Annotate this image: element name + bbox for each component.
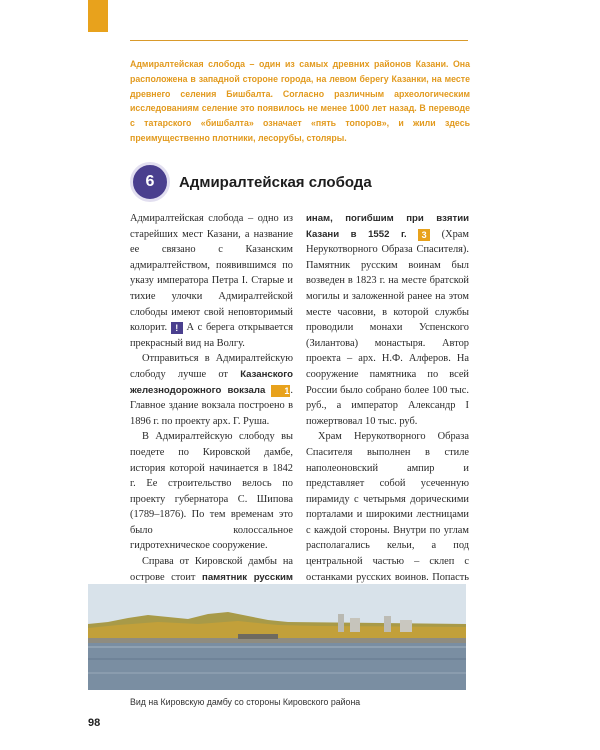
left-paragraph-3: В Адмиралтейскую слободу вы поедете по Кировской дамбе, история которой начинается в 1842 г. Ее строительство велось по проекту губернатора С. Шипова (1789–1876). По тем временам это было колоссальное гидротехническое сооружение. xyxy=(130,431,293,552)
page-number: 98 xyxy=(88,717,101,729)
dam-photo xyxy=(88,584,466,690)
section-title: Адмиралтейская слобода xyxy=(179,173,372,191)
water-ripple xyxy=(88,646,466,648)
railway-station-link[interactable]: Казанского железнодорожного вокзала xyxy=(130,368,293,396)
left-p4-text: Справа от Кировской дамбы на острове стоит xyxy=(130,556,293,583)
building xyxy=(400,620,412,632)
monument-link-start[interactable]: памятник русским xyxy=(202,571,293,583)
water-ripple xyxy=(88,658,466,660)
map-marker-1-icon: 1 xyxy=(271,385,290,397)
left-paragraph-1 xyxy=(130,211,293,351)
section-number-badge: 6 xyxy=(130,162,170,202)
water-ripple xyxy=(88,672,466,674)
left-p1-tail: А с берега открывается прекрасный вид на Волгу. xyxy=(130,322,293,349)
barge xyxy=(238,634,278,639)
corner-tab xyxy=(88,0,108,32)
building xyxy=(350,618,360,632)
left-p2-tail: . Главное здание вокзала построено в 1896 г. по проекту арх. Г. Руша. xyxy=(130,384,293,427)
photo-caption: Вид на Кировскую дамбу со стороны Кировского района xyxy=(130,697,361,707)
top-rule xyxy=(130,40,468,41)
left-paragraph-2 xyxy=(130,351,293,429)
right-p1-tail: (Храм Нерукотворного Образа Спасителя). Памятник русским воинам был возведен в 1823 г. на месте братской могилы и заложенной ранее на этом месте часовни, в которой службы проводили монахи Успенского (Зилантова) монастыря. Автор проекта – арх. Н.Ф. Алферов. На сооружение памятника по всей России было собрано более 100 тыс. руб., а император Александр I пожертвовал 10 тыс. руб. xyxy=(306,228,469,427)
right-column xyxy=(306,211,469,601)
river-water xyxy=(88,643,466,690)
right-paragraph-1 xyxy=(306,211,469,429)
alert-marker-icon: ! xyxy=(171,322,183,334)
map-marker-3-icon: 3 xyxy=(418,229,430,241)
section-heading xyxy=(130,162,372,202)
building xyxy=(384,616,391,632)
dam-photo-illustration xyxy=(88,584,466,690)
intro-text: Адмиралтейская слобода – один из самых древних районов Казани. Она расположена в западной стороне города, на левом берегу Казанки, на месте древнего селения Бишбалта. Согласно различным археологическим исследованиям селение это появилось не менее 1000 лет назад. В переводе с татарского «бишбалта» означает «пять топоров», и жили здесь преимущественно плотники, лесорубы, столяры. xyxy=(130,59,470,143)
monument-link-end[interactable]: инам, погибшим при взятии Казани в 1552 г. xyxy=(306,213,469,240)
left-p1-text: Адмиралтейская слобода – одно из старейших мест Казани, а название ее связано с Казанским адмиралтейством, появившимся по указу императора Петра I. Старые и тихие улочки Адмиралтейской слободы имеют свой неповторимый колорит. xyxy=(130,213,293,334)
right-paragraph-2: Храм Нерукотворного Образа Спасителя выполнен в стиле наполеоновский ампир и представляет собой усеченную пирамиду с четырьмя дорическими порталами и широкими лестницами с каждой стороны. Внутри по углам располагались кельи, а под центральной частью – склеп с останками русских воинов. Попасть xyxy=(306,431,469,583)
building xyxy=(338,614,344,632)
left-p2-text: Отправиться в Адмиралтейскую слободу лучше от xyxy=(130,353,293,380)
left-column xyxy=(130,211,293,601)
